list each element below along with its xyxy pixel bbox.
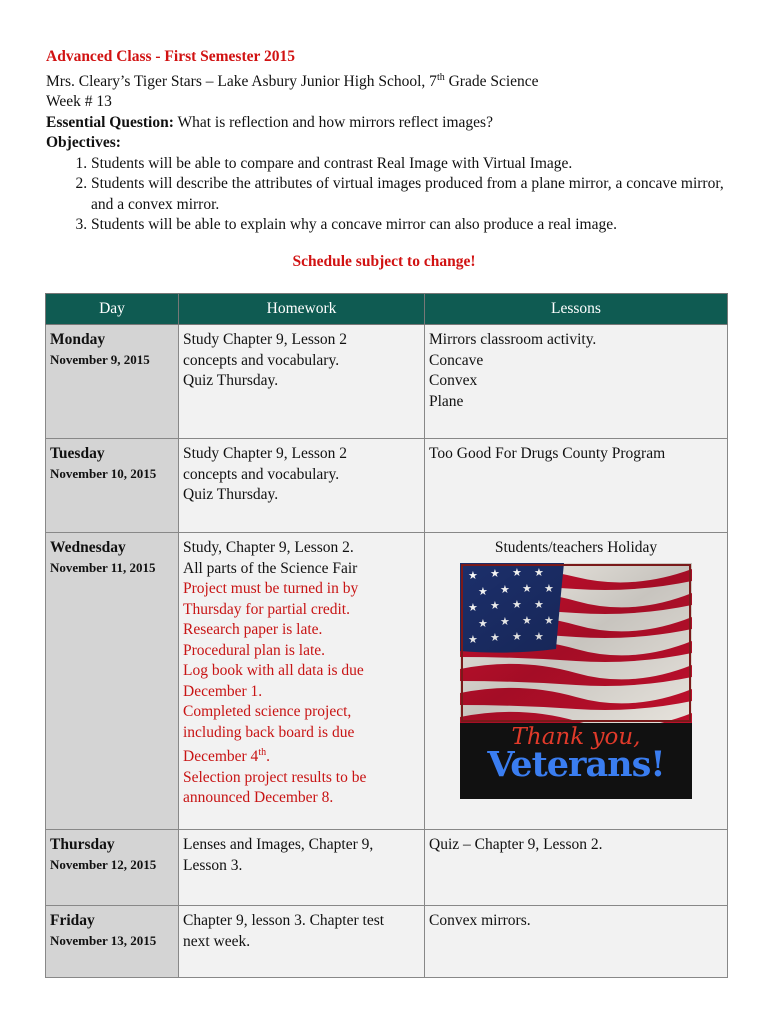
day-name: Monday <box>50 331 106 348</box>
teacher-line <box>46 68 736 93</box>
american-flag-icon <box>460 563 692 723</box>
homework-cell <box>179 439 425 533</box>
lesson-line: Plane <box>429 392 464 410</box>
teacher-line-text: Mrs. Cleary’s Tiger Stars – Lake Asbury Junior High School, 7 <box>46 72 437 90</box>
lessons-cell <box>425 533 728 830</box>
veterans-text: Veterans! <box>487 743 665 785</box>
homework-line-red: Log book with all data is due <box>183 662 364 679</box>
day-date: November 12, 2015 <box>50 856 157 872</box>
day-cell <box>46 830 179 906</box>
table-row-tuesday <box>46 439 728 533</box>
homework-line: Lesson 3. <box>183 856 243 874</box>
document-header <box>46 47 736 236</box>
homework-line: Quiz Thursday. <box>183 486 279 503</box>
homework-line: All parts of the Science Fair <box>183 559 358 577</box>
day-date: November 9, 2015 <box>50 351 150 367</box>
homework-line-red: Research paper is late. <box>183 621 323 638</box>
schedule-table <box>45 293 728 978</box>
day-cell <box>46 325 179 439</box>
homework-line-red: Thursday for partial credit. <box>183 600 350 618</box>
homework-line-red: Procedural plan is late. <box>183 641 326 659</box>
table-row-friday <box>46 906 728 978</box>
homework-cell <box>179 906 425 978</box>
lesson-line: Mirrors classroom activity. <box>429 331 597 348</box>
objective-item: 2. Students will describe the attributes of virtual images produced from a plane mirror, a concave mirror, and a convex mirror. <box>91 174 736 215</box>
homework-line: Study, Chapter 9, Lesson 2. <box>183 539 354 556</box>
teacher-line-sup: th <box>436 71 445 83</box>
homework-line: next week. <box>183 932 251 950</box>
lesson-line: Concave <box>429 351 484 369</box>
lesson-line: Convex <box>429 372 478 389</box>
dec4-text: December 4 <box>183 748 259 766</box>
day-name: Tuesday <box>50 445 105 462</box>
homework-line-red: including back board is due <box>183 723 355 741</box>
essential-question <box>46 113 736 134</box>
lesson-line: Quiz – Chapter 9, Lesson 2. <box>429 836 603 853</box>
homework-cell <box>179 533 425 830</box>
page-title: Advanced Class - First Semester 2015 <box>46 48 295 65</box>
week-label: Week # 13 <box>46 93 112 111</box>
teacher-line-grade: Grade Science <box>444 72 539 90</box>
homework-line-red: Selection project results to be <box>183 768 367 786</box>
lessons-cell <box>425 906 728 978</box>
holiday-title: Students/teachers Holiday <box>494 539 658 556</box>
thank-you-text: Thank you, <box>511 723 641 750</box>
table-row-wednesday <box>46 533 728 830</box>
objective-item: 3. Students will be able to explain why a concave mirror can also produce a real image. <box>91 215 736 236</box>
header-homework: Homework <box>179 294 425 325</box>
homework-line-red: Completed science project, <box>183 703 352 720</box>
day-name: Friday <box>50 912 95 929</box>
homework-line-dec4 <box>183 743 420 768</box>
schedule-notice: Schedule subject to change! <box>292 253 476 270</box>
homework-cell <box>179 325 425 439</box>
homework-line-red: December 1. <box>183 682 263 700</box>
day-date: November 11, 2015 <box>50 559 156 575</box>
day-cell <box>46 906 179 978</box>
homework-line-red: announced December 8. <box>183 789 334 807</box>
lessons-cell <box>425 439 728 533</box>
table-row-monday <box>46 325 728 439</box>
dec4-sup: th <box>258 747 267 758</box>
lesson-line: Convex mirrors. <box>429 912 531 929</box>
eq-text: What is reflection and how mirrors reflect images? <box>173 113 493 131</box>
objectives-list <box>46 154 736 236</box>
homework-line: Study Chapter 9, Lesson 2 <box>183 331 348 348</box>
homework-line: Chapter 9, lesson 3. Chapter test <box>183 912 385 929</box>
homework-line: concepts and vocabulary. <box>183 351 340 369</box>
day-name: Wednesday <box>50 539 126 556</box>
day-date: November 10, 2015 <box>50 465 157 481</box>
homework-line: Study Chapter 9, Lesson 2 <box>183 445 348 462</box>
day-name: Thursday <box>50 836 115 853</box>
table-header-row <box>46 294 728 325</box>
homework-line: Quiz Thursday. <box>183 372 279 389</box>
veterans-day-image <box>460 563 692 799</box>
table-row-thursday <box>46 830 728 906</box>
eq-label: Essential Question: <box>46 113 174 131</box>
lessons-cell <box>425 325 728 439</box>
homework-line-red: Project must be turned in by <box>183 580 359 597</box>
homework-line: concepts and vocabulary. <box>183 465 340 483</box>
header-day: Day <box>46 294 179 325</box>
lesson-line: Too Good For Drugs County Program <box>429 445 666 462</box>
lessons-cell <box>425 830 728 906</box>
dec4-period: . <box>266 748 270 766</box>
homework-line: Lenses and Images, Chapter 9, <box>183 836 374 853</box>
homework-cell <box>179 830 425 906</box>
day-date: November 13, 2015 <box>50 932 157 948</box>
day-cell <box>46 533 179 830</box>
day-cell <box>46 439 179 533</box>
objective-item: 1. Students will be able to compare and contrast Real Image with Virtual Image. <box>91 154 736 175</box>
header-lessons: Lessons <box>425 294 728 325</box>
objectives-label: Objectives: <box>46 134 121 152</box>
